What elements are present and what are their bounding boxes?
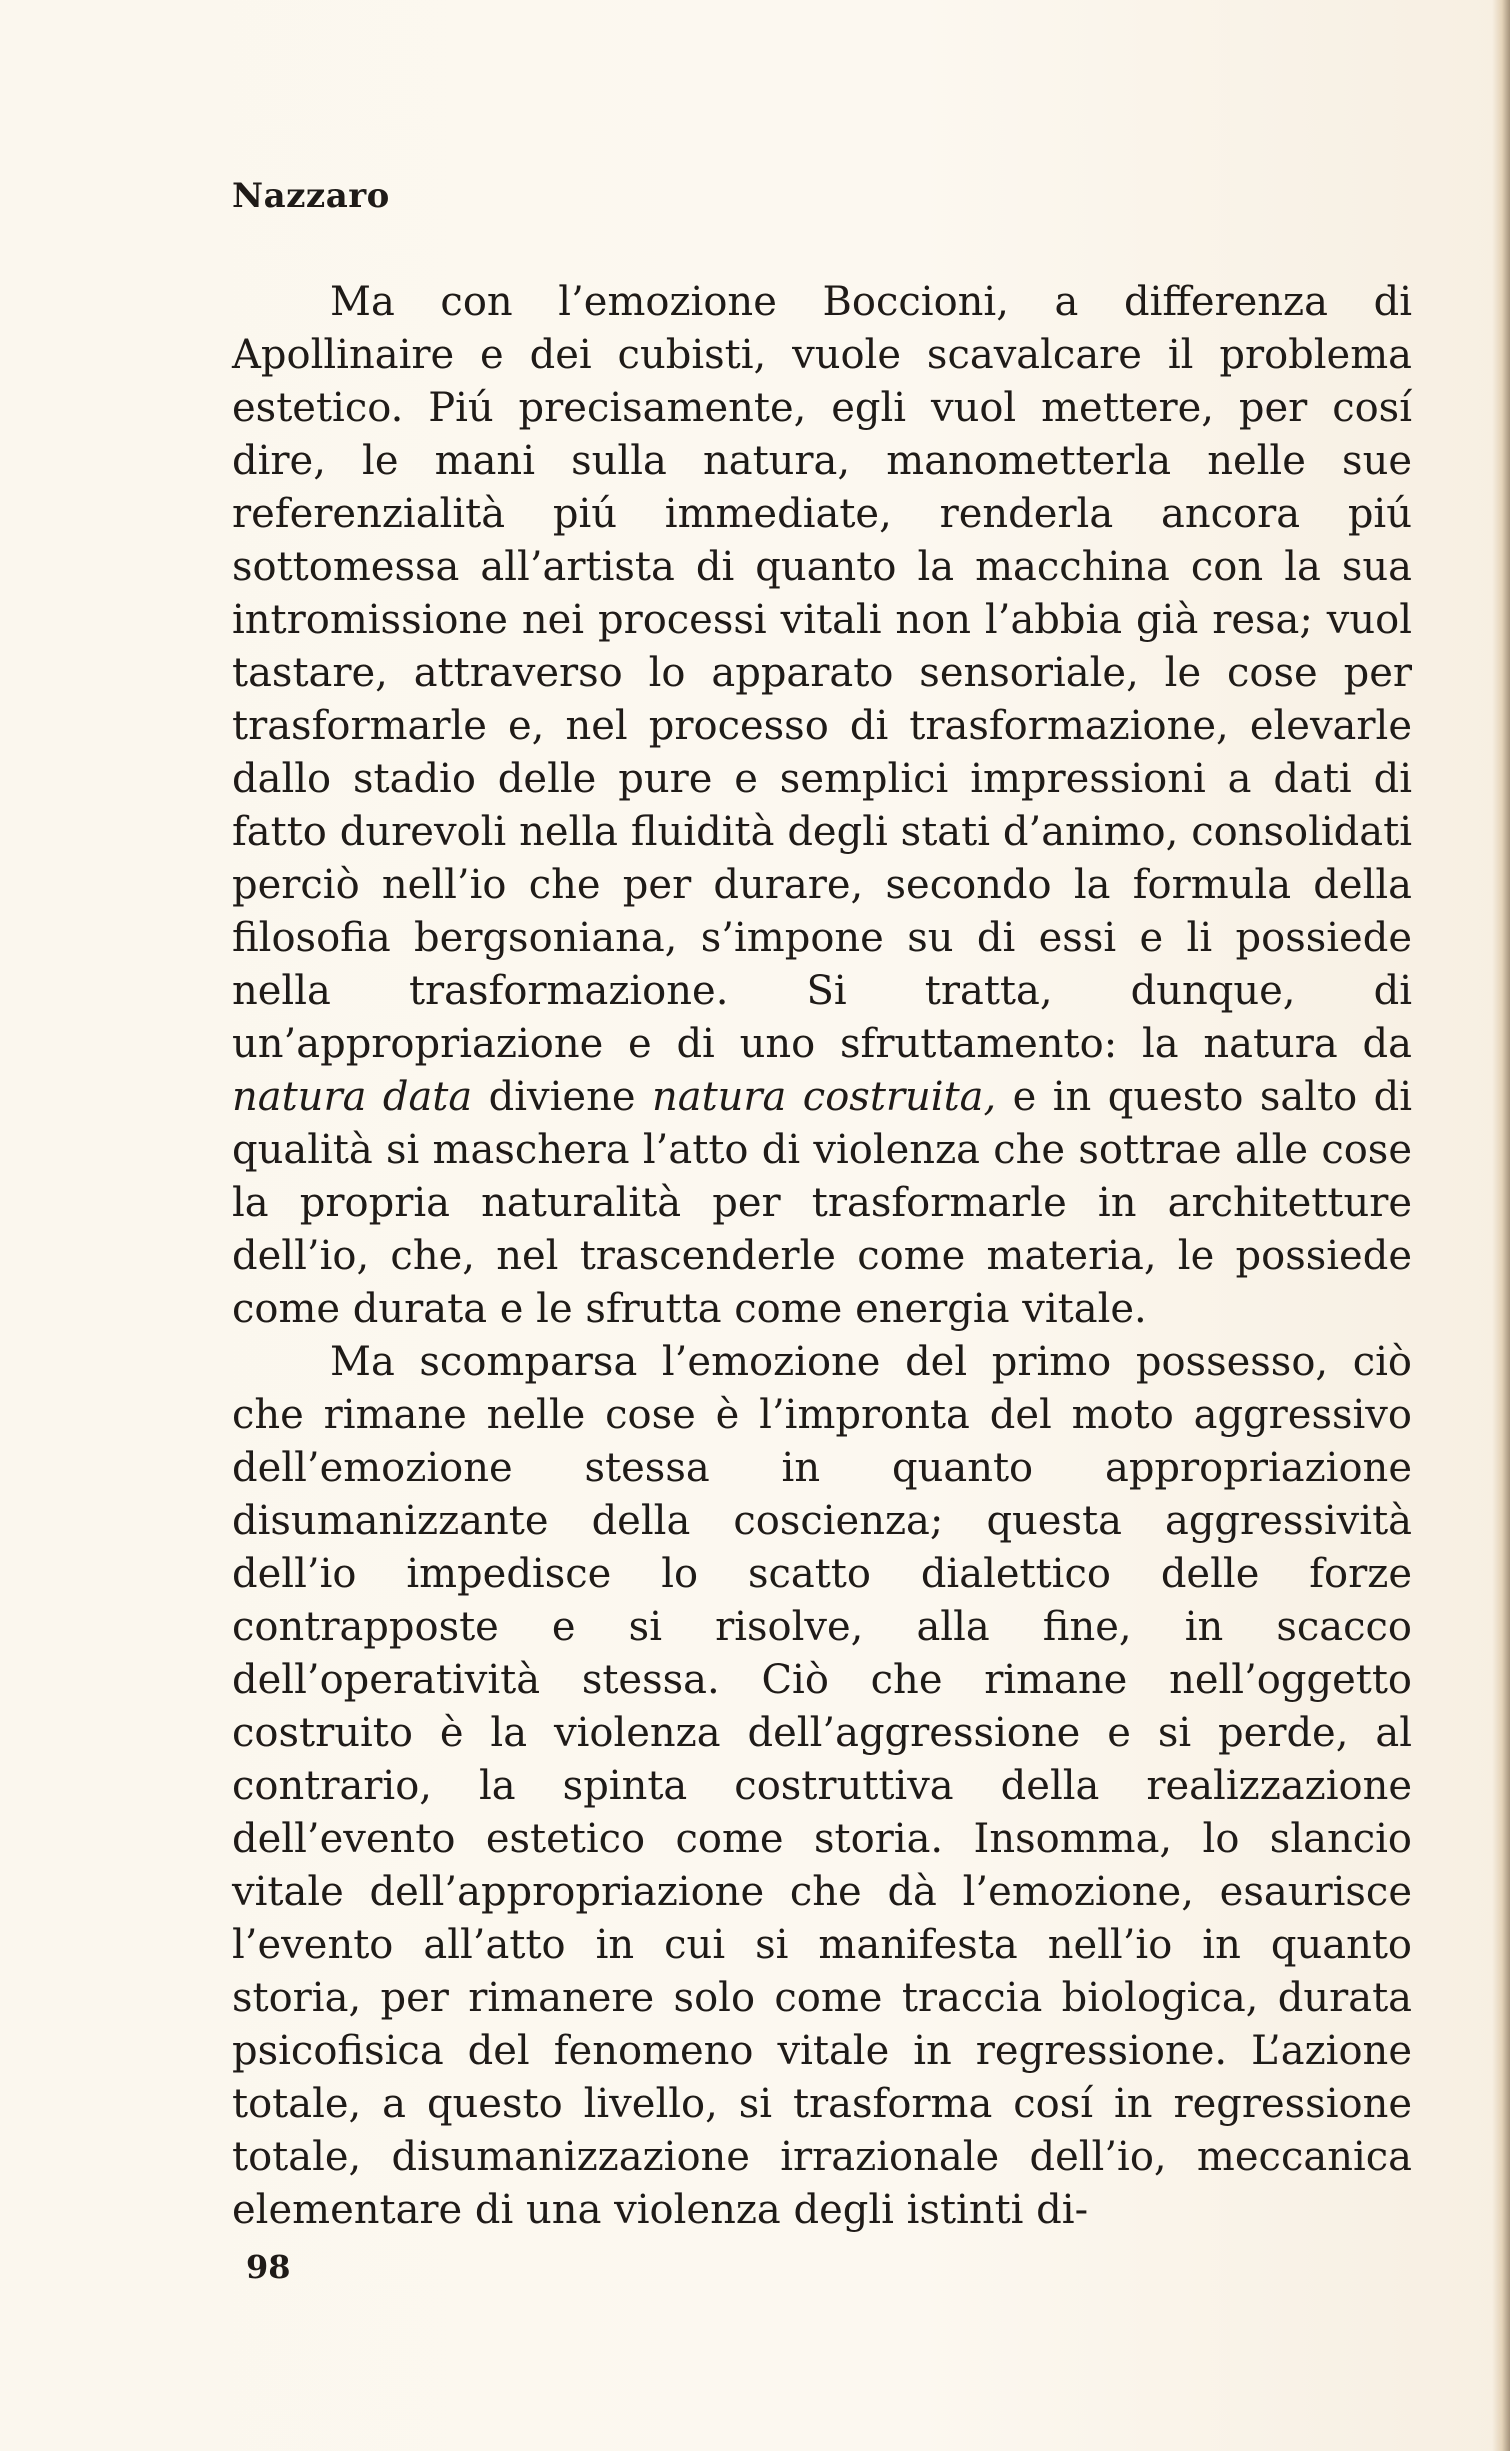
paragraph-1-text-a: Ma con l’emozione Boccioni, a differenza di Apollinaire e dei cubisti, vuole scavalcare il problema estetico. Piú precisamente, egli vuol mettere, per cosí dire, le mani sulla natura, manometterla nelle sue referenzialità piú immediate, renderla ancora piú sottomessa all’artista di quanto la macchina con la sua intromissione nei processi vitali non l’abbia già resa; vuol tastare, attraverso lo apparato sensoriale, le cose per trasformarle e, nel processo di trasformazione, elevarle dallo stadio delle pure e semplici impressioni a dati di fatto durevoli nella fluidità degli stati d’animo, consolidati perciò nell’io che per durare, secondo la formula della filosofia bergsoniana, s’impone su di essi e li possiede nella trasformazione. Si tratta, dunque, di un’appropriazione e di uno sfruttamento: la natura da — [232, 279, 1412, 1067]
body-text — [232, 276, 1412, 2237]
paragraph-1 — [232, 276, 1412, 1336]
italic-natura-data: natura data — [232, 1074, 473, 1120]
paragraph-2: Ma scomparsa l’emozione del primo possesso, ciò che rimane nelle cose è l’impronta del moto aggressivo dell’emozione stessa in quanto appropriazione disumanizzante della coscienza; questa aggressività dell’io impedisce lo scatto dialettico delle forze contrapposte e si risolve, alla fine, in scacco dell’operatività stessa. Ciò che rimane nell’oggetto costruito è la violenza dell’aggressione e si perde, al contrario, la spinta costruttiva della realizzazione dell’evento estetico come storia. Insomma, lo slancio vitale dell’appropriazione che dà l’emozione, esaurisce l’evento all’atto in cui si manifesta nell’io in quanto storia, per rimanere solo come traccia biologica, durata psicofisica del fenomeno vitale in regressione. L’azione totale, a questo livello, si trasforma cosí in regressione totale, disumanizzazione irrazionale dell’io, meccanica elementare di una violenza degli istinti di- — [232, 1339, 1412, 2233]
paragraph-1-text-b: diviene — [472, 1074, 652, 1120]
paragraph-1-text-c: e in questo salto di qualità si maschera l’atto di violenza che sottrae alle cose la propria naturalità per trasformarle in architetture dell’io, che, nel trascenderle come materia, le possiede come durata e le sfrutta come energia vitale. — [232, 1074, 1413, 1332]
running-header: Nazzaro — [232, 176, 390, 216]
italic-natura-costruita: natura costruita, — [651, 1074, 997, 1120]
page-number: 98 — [246, 2248, 291, 2286]
page-edge-shadow — [1492, 0, 1510, 2451]
